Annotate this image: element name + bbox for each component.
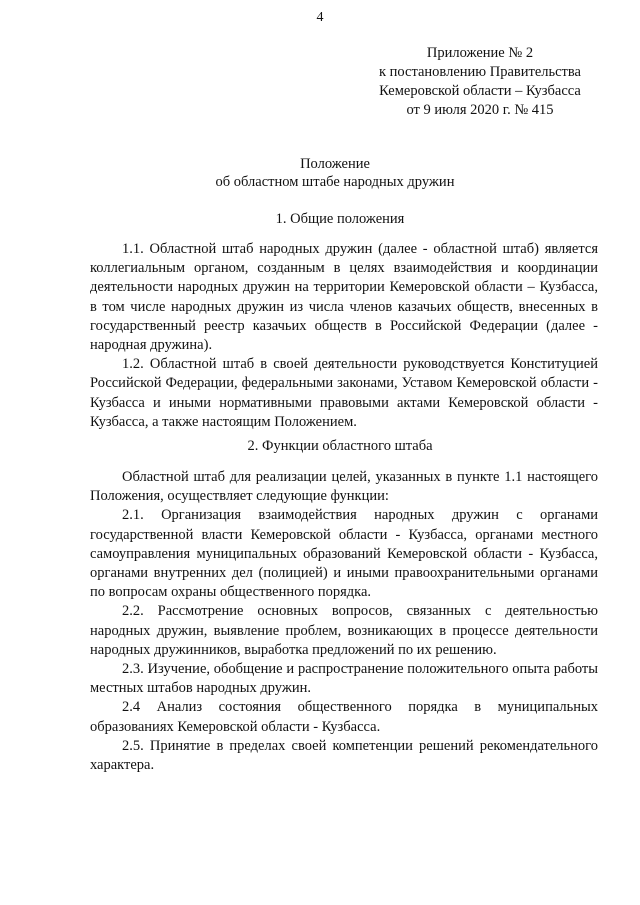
paragraph-2-intro: Областной штаб для реализации целей, указанных в пункте 1.1 настоящего Положения, осуществляет следующие функции: [90,469,598,505]
section-2-heading: 2. Функции областного штаба [247,438,433,454]
appendix-line-1: Приложение № 2 [426,45,534,61]
paragraph-1-1: 1.1. Областной штаб народных дружин (далее - областной штаб) является коллегиальным органом, созданным в целях взаимодействия и координации деятельности народных дружин на территории Кемеровской области – Кузбасса, в том числе народных дружин из числа членов казачьих обществ, внесенных в государственный реестр казачьих обществ в Российской Федерации (далее - народная дружина). [90,241,598,354]
title-line-1: Положение [300,156,370,172]
paragraph-2-4: 2.4 Анализ состояния общественного порядка в муниципальных образованиях Кемеровской области - Кузбасса. [90,699,598,735]
paragraph-1-2: 1.2. Областной штаб в своей деятельности руководствуется Конституцией Российской Федерации, федеральными законами, Уставом Кемеровской области - Кузбасса и иными нормативными правовыми актами Кемеровской области - Кузбасса, а также настоящим Положением. [90,356,598,430]
appendix-line-3: Кемеровской области – Кузбасса [379,83,581,99]
page-number: 4 [316,10,324,25]
document-title [0,155,640,191]
section-2-body [90,468,598,775]
section-1-body [90,240,598,432]
appendix-line-2: к постановлению Правительства [379,64,581,80]
appendix-line-4: от 9 июля 2020 г. № 415 [406,102,554,118]
paragraph-2-5: 2.5. Принятие в пределах своей компетенции решений рекомендательного характера. [90,737,598,774]
section-1-heading: 1. Общие положения [275,211,405,227]
paragraph-2-1: 2.1. Организация взаимодействия народных дружин с органами государственной власти Кемеровской области - Кузбасса, органами местного самоуправления муниципальных образований Кемеровской области - Кузбасса, органами внутренних дел (полицией) и иными правоохранительными органами по вопросам охраны общественного порядка. [90,507,598,601]
appendix-block [360,44,600,120]
paragraph-2-3: 2.3. Изучение, обобщение и распространение положительного опыта работы местных штабов народных дружин. [90,661,598,697]
title-line-2: об областном штабе народных дружин [215,174,455,190]
paragraph-2-2: 2.2. Рассмотрение основных вопросов, связанных с деятельностью народных дружин, выявление проблем, возникающих в процессе деятельности народных дружинников, выработка предложений по их решению. [90,603,598,658]
